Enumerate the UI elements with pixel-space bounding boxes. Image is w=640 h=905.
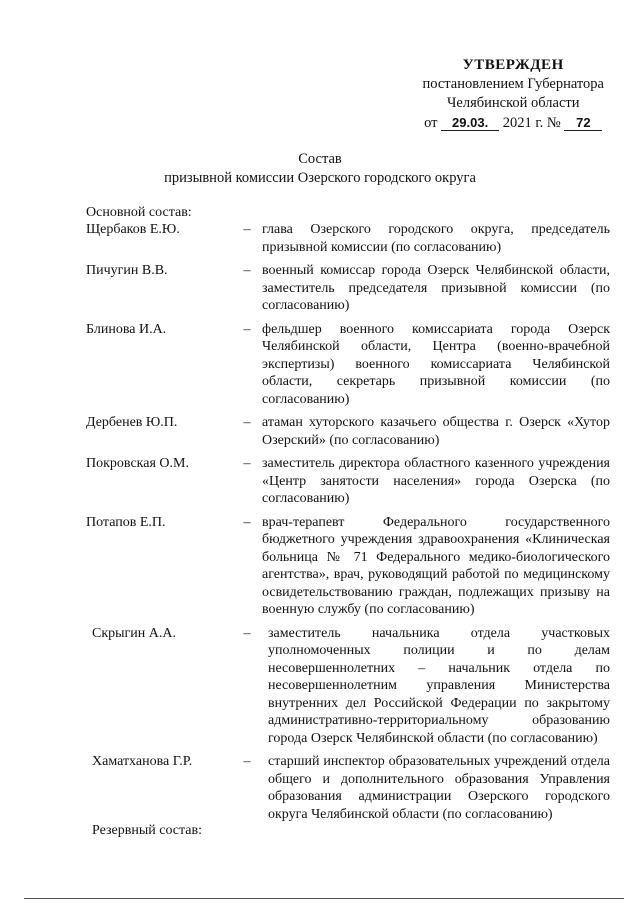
page-bottom-rule [24, 898, 624, 899]
member-row [86, 455, 610, 508]
member-dash: – [243, 263, 251, 278]
member-name: Дербенев Ю.П. [86, 415, 178, 430]
member-role: атаман хуторского казачьего общества г. Озерск «Хутор Озерский» (по согласованию) [262, 415, 610, 448]
member-dash: – [243, 321, 251, 337]
member-role: заместитель директора областного казенного учреждения «Центр занятости населения» города Озерска (по согласованию) [262, 456, 610, 506]
member-row [86, 221, 610, 256]
approval-stamp [422, 56, 604, 133]
member-name: Скрыгин А.А. [92, 625, 176, 641]
document-heading [0, 150, 640, 188]
approval-line-1: постановлением Губернатора [422, 76, 604, 92]
member-dash: – [243, 625, 251, 641]
date-value: 29.03. [441, 116, 499, 131]
member-role: глава Озерского городского округа, председатель призывной комиссии (по согласованию) [262, 222, 610, 255]
member-role: военный комиссар города Озерск Челябинской области, заместитель председателя призывной комиссии (по согласованию) [262, 263, 610, 313]
member-row [86, 321, 610, 409]
member-dash: – [243, 415, 251, 430]
approval-date-line [422, 114, 604, 133]
member-row [86, 262, 610, 315]
member-dash: – [243, 514, 251, 530]
member-role: заместитель начальника отдела участковых уполномоченных полиции и по делам несовершеннолетних – начальник отдела по несовершеннолетним управления Министерства внутренних дел Российской Федерации по закрытому административно-территориальному образованию города Озерск Челябинской области (по согласованию) [268, 625, 610, 746]
reserve-composition-label: Резервный состав: [92, 823, 203, 838]
members-list [86, 221, 610, 829]
date-year: 2021 г. № [502, 115, 561, 131]
member-row [86, 625, 610, 748]
main-composition-label: Основной состав: [86, 205, 192, 220]
member-role: старший инспектор образовательных учреждений отдела общего и дополнительного образования Управления образования администрации Озерского городского округа Челябинской области (по согласованию) [268, 754, 610, 822]
member-row [86, 514, 610, 619]
member-role: врач-терапевт Федерального государственного бюджетного учреждения здравоохранения «Клиническая больница № 71 Федерального медико-биологического агентства», врач, руководящий работой по медицинскому освидетельствованию граждан, подлежащих призыву на военную службу (по согласованию) [262, 514, 610, 617]
member-name: Потапов Е.П. [86, 514, 166, 530]
member-dash: – [243, 754, 251, 769]
date-prefix: от [424, 115, 438, 131]
member-dash: – [243, 222, 251, 237]
member-name: Блинова И.А. [86, 321, 167, 337]
approval-line-2: Челябинской области [446, 95, 580, 111]
member-name: Хаматханова Г.Р. [92, 754, 193, 769]
member-name: Покровская О.М. [86, 456, 189, 471]
heading-line-2: призывной комиссии Озерского городского округа [164, 170, 476, 186]
heading-line-1: Состав [298, 151, 342, 167]
member-row [86, 753, 610, 823]
approval-title: УТВЕРЖДЕН [462, 57, 564, 73]
member-dash: – [243, 456, 251, 471]
decree-number: 72 [564, 116, 602, 131]
member-name: Щербаков Е.Ю. [86, 222, 180, 237]
member-role: фельдшер военного комиссариата города Озерск Челябинской области, Центра (военно-врачебной экспертизы) военного комиссариата Челябинской области, секретарь призывной комиссии (по согласованию) [262, 321, 610, 407]
member-name: Пичугин В.В. [86, 263, 168, 278]
member-row [86, 414, 610, 449]
